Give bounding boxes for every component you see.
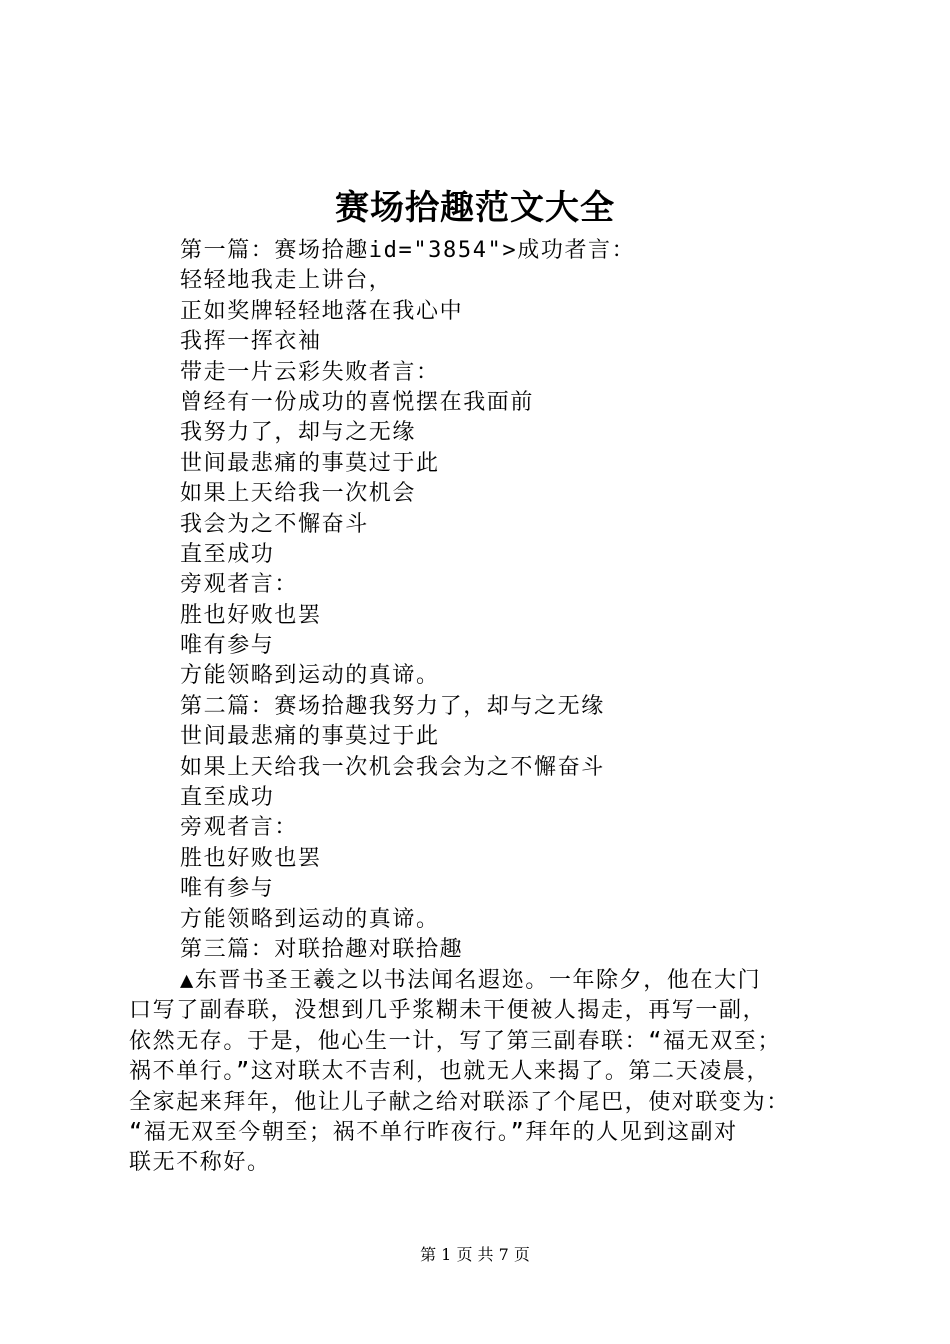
page-title: 赛场拾趣范文大全 — [335, 188, 615, 228]
verse-section — [180, 236, 880, 965]
text-line: ▲东晋书圣王羲之以书法闻名遐迩。一年除夕，他在大门 — [180, 968, 762, 993]
page-footer: 第 1 页 共 7 页 — [420, 1245, 530, 1264]
text-line: 胜也好败也罢 — [180, 602, 322, 628]
text-line: 曾经有一份成功的喜悦摆在我面前 — [180, 389, 535, 415]
text-line: 依然无存。于是，他心生一计，写了第三副春联：“福无双至； — [129, 1028, 782, 1054]
text-line: 联无不称好。 — [129, 1150, 271, 1176]
text-line: 方能领略到运动的真谛。 — [180, 663, 440, 689]
text-line: 轻轻地我走上讲台， — [180, 268, 393, 294]
text-line: 直至成功 — [180, 785, 275, 811]
text-line: 我挥一挥衣袖 — [180, 329, 322, 355]
prose-paragraph — [129, 966, 851, 1179]
text-line: 胜也好败也罢 — [180, 845, 322, 871]
text-line: 唯有参与 — [180, 876, 275, 902]
text-line: 如果上天给我一次机会我会为之不懈奋斗 — [180, 754, 605, 780]
text-line: 祸不单行。”这对联太不吉利，也就无人来揭了。第二天凌晨， — [129, 1059, 771, 1085]
text-line: 世间最悲痛的事莫过于此 — [180, 450, 440, 476]
text-line: 全家起来拜年，他让儿子献之给对联添了个尾巴，使对联变为： — [129, 1089, 790, 1115]
text-line: 第一篇：赛场拾趣id="3854">成功者言： — [180, 238, 636, 263]
text-line: 我会为之不懈奋斗 — [180, 511, 369, 537]
text-line: 我努力了，却与之无缘 — [180, 420, 417, 446]
text-line: 带走一片云彩失败者言： — [180, 359, 440, 385]
text-line: 正如奖牌轻轻地落在我心中 — [180, 298, 464, 324]
text-line: 直至成功 — [180, 541, 275, 567]
text-line: 方能领略到运动的真谛。 — [180, 906, 440, 932]
text-line: 旁观者言： — [180, 815, 299, 841]
text-line: 第二篇：赛场拾趣我努力了，却与之无缘 — [180, 693, 605, 719]
text-line: 如果上天给我一次机会 — [180, 481, 417, 507]
text-line: 旁观者言： — [180, 572, 299, 598]
text-line: 口写了副春联，没想到几乎浆糊未干便被人揭走，再写一副， — [129, 998, 767, 1024]
text-line: “福无双至今朝至；祸不单行昨夜行。”拜年的人见到这副对 — [129, 1119, 738, 1145]
text-line: 世间最悲痛的事莫过于此 — [180, 724, 440, 750]
text-line: 第三篇：对联拾趣对联拾趣 — [180, 936, 464, 962]
text-line: 唯有参与 — [180, 633, 275, 659]
